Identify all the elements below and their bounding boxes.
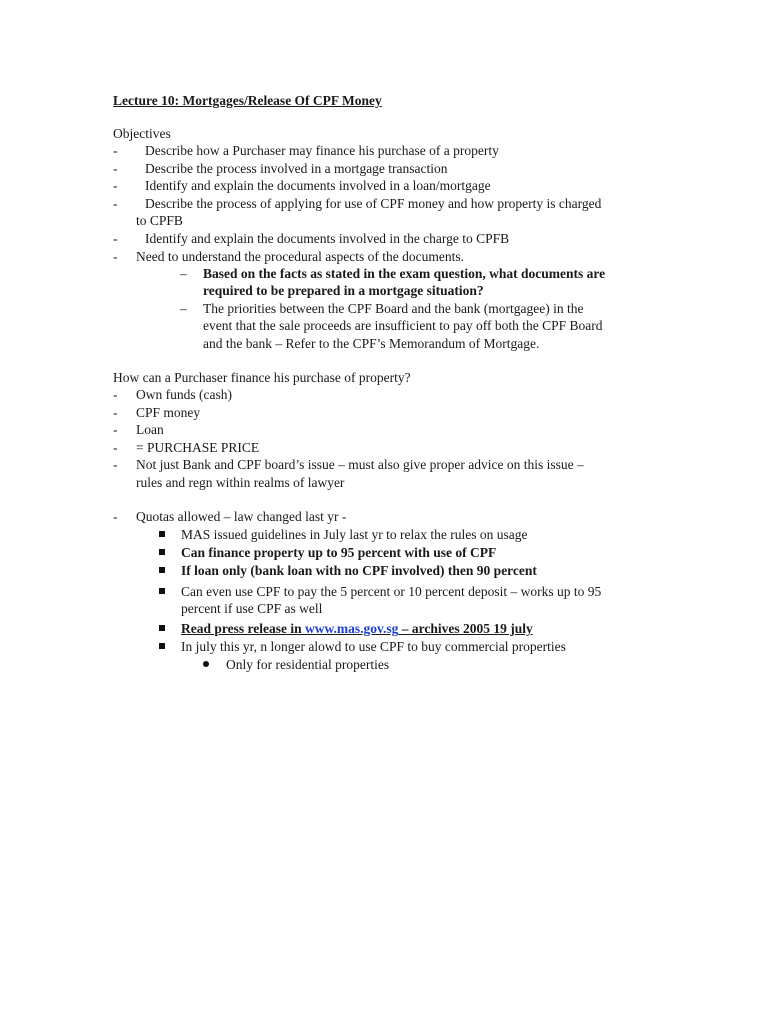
- dash-marker: -: [113, 422, 118, 437]
- press-release-prefix: Read press release in: [181, 621, 305, 636]
- objective-item: Need to understand the procedural aspects of the documents.: [136, 249, 465, 264]
- square-bullet-icon: [159, 567, 165, 573]
- round-bullet-icon: [203, 661, 209, 667]
- objective-item: Describe the process of applying for use of CPF money and how property is charged: [145, 196, 602, 211]
- dash-marker: -: [113, 387, 118, 402]
- quota-item-bold: Can finance property up to 95 percent with use of CPF: [181, 545, 497, 560]
- square-bullet-icon: [159, 549, 165, 555]
- residential-item: Only for residential properties: [226, 657, 390, 672]
- objective-item-continued: to CPFB: [136, 213, 183, 228]
- finance-item: Own funds (cash): [136, 387, 232, 402]
- dash-marker: -: [113, 143, 118, 158]
- mas-website-link[interactable]: www.mas.gov.sg: [305, 621, 399, 636]
- dash-marker: -: [113, 457, 118, 472]
- dash-marker: -: [113, 161, 118, 176]
- quota-item-bold: If loan only (bank loan with no CPF involved) then 90 percent: [181, 563, 537, 578]
- lecture-title: Lecture 10: Mortgages/Release Of CPF Money: [113, 93, 382, 108]
- dash-marker: -: [113, 440, 118, 455]
- quota-item-continued: percent if use CPF as well: [181, 601, 323, 616]
- finance-item: Loan: [136, 422, 164, 437]
- dash-marker: -: [113, 231, 118, 246]
- dash-marker: -: [113, 196, 118, 211]
- square-bullet-icon: [159, 625, 165, 631]
- quota-item: In july this yr, n longer alowd to use CPF to buy commercial properties: [181, 639, 566, 654]
- finance-question: How can a Purchaser finance his purchase of property?: [113, 370, 411, 385]
- dash-marker: -: [113, 249, 118, 264]
- sub-point-continued: and the bank – Refer to the CPF’s Memorandum of Mortgage.: [203, 336, 540, 351]
- finance-item: = PURCHASE PRICE: [136, 440, 260, 455]
- square-bullet-icon: [159, 531, 165, 537]
- sub-point-bold: Based on the facts as stated in the exam question, what documents are: [203, 266, 606, 281]
- objective-item: Describe how a Purchaser may finance his purchase of a property: [145, 143, 499, 158]
- endash-marker: –: [180, 301, 187, 316]
- dash-marker: -: [113, 509, 118, 524]
- sub-point-bold-continued: required to be prepared in a mortgage situation?: [203, 283, 484, 298]
- quota-item: Can even use CPF to pay the 5 percent or 10 percent deposit – works up to 95: [181, 584, 602, 599]
- quotas-item: Quotas allowed – law changed last yr -: [136, 509, 347, 524]
- press-release-suffix: – archives 2005 19 july: [398, 621, 533, 636]
- square-bullet-icon: [159, 588, 165, 594]
- objective-item: Identify and explain the documents involved in the charge to CPFB: [145, 231, 510, 246]
- endash-marker: –: [180, 266, 187, 281]
- dash-marker: -: [113, 405, 118, 420]
- objective-item: Describe the process involved in a mortgage transaction: [145, 161, 448, 176]
- press-release-item: [181, 620, 533, 637]
- dash-marker: -: [113, 178, 118, 193]
- sub-point: The priorities between the CPF Board and the bank (mortgagee) in the: [203, 301, 584, 316]
- finance-item: Not just Bank and CPF board’s issue – must also give proper advice on this issue –: [136, 457, 584, 472]
- objectives-heading: Objectives: [113, 126, 171, 141]
- quota-item: MAS issued guidelines in July last yr to relax the rules on usage: [181, 527, 528, 542]
- finance-item-continued: rules and regn within realms of lawyer: [136, 475, 345, 490]
- sub-point-continued: event that the sale proceeds are insufficient to pay off both the CPF Board: [203, 318, 603, 333]
- objective-item: Identify and explain the documents involved in a loan/mortgage: [145, 178, 491, 193]
- square-bullet-icon: [159, 643, 165, 649]
- finance-item: CPF money: [136, 405, 201, 420]
